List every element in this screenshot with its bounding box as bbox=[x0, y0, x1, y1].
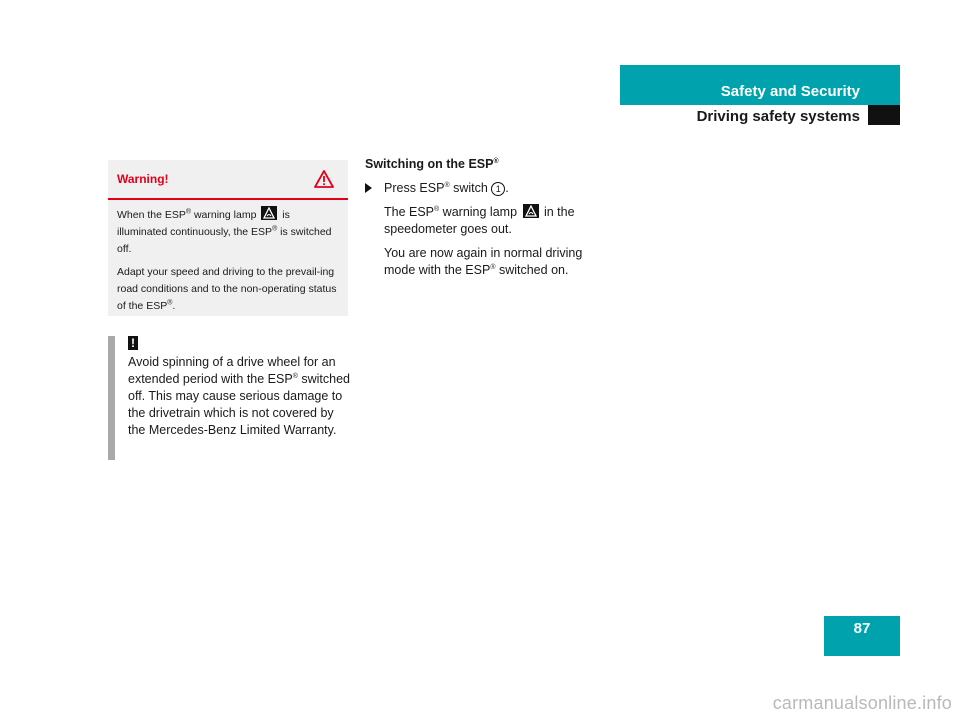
page-number-box bbox=[824, 616, 900, 656]
warning-text: Adapt your speed and driving to the prevail-ing road conditions and to the non-operating status of the ESP bbox=[117, 266, 337, 312]
step-result-1 bbox=[365, 204, 610, 238]
warning-text: When the ESP bbox=[117, 209, 186, 221]
step-bullet-icon bbox=[365, 183, 372, 193]
registered-mark: ® bbox=[444, 181, 450, 189]
result-text: in the speedometer goes out. bbox=[384, 205, 575, 236]
heading-text: Switching on the ESP bbox=[365, 157, 494, 171]
section-header-box bbox=[620, 65, 900, 105]
warning-text: warning lamp bbox=[191, 209, 260, 221]
esp-warning-lamp-icon bbox=[523, 204, 539, 218]
section-title: Safety and Security bbox=[720, 83, 860, 100]
result-text: The ESP bbox=[384, 205, 435, 219]
step-text: switch bbox=[449, 181, 492, 195]
result-text: warning lamp bbox=[439, 205, 521, 219]
warning-box bbox=[108, 160, 348, 316]
note-side-bar bbox=[108, 336, 115, 460]
esp-warning-lamp-icon bbox=[261, 206, 277, 220]
step-text: Press ESP bbox=[384, 181, 445, 195]
result-text: switched on. bbox=[495, 263, 569, 277]
registered-mark: ® bbox=[490, 263, 496, 271]
warning-body bbox=[108, 200, 348, 315]
page-number: 87 bbox=[853, 620, 871, 637]
warning-paragraph-1 bbox=[117, 206, 338, 258]
step-text: . bbox=[505, 181, 509, 195]
main-content bbox=[365, 156, 610, 286]
warning-triangle-icon bbox=[314, 170, 334, 188]
registered-mark: ® bbox=[493, 157, 499, 165]
note-text-part: switched off. This may cause serious damage to the drivetrain which is not covered by the Mercedes-Benz Limited Warranty. bbox=[128, 372, 350, 437]
callout-number: 1 bbox=[491, 182, 505, 196]
warning-paragraph-2 bbox=[117, 264, 338, 315]
warning-text: is illuminated continuously, the ESP bbox=[117, 209, 290, 238]
step-result-2 bbox=[365, 245, 610, 279]
registered-mark: ® bbox=[272, 225, 278, 233]
note-text-part: Avoid spinning of a drive wheel for an extended period with the ESP bbox=[128, 355, 336, 386]
registered-mark: ® bbox=[434, 205, 440, 213]
note-exclamation-icon: ! bbox=[128, 336, 138, 350]
warning-text: is switched off. bbox=[117, 226, 332, 255]
subsection-title: Driving safety systems bbox=[696, 108, 860, 125]
result-text: You are now again in normal driving mode with the ESP bbox=[384, 246, 583, 277]
watermark: carmanualsonline.info bbox=[772, 693, 952, 713]
registered-mark: ® bbox=[167, 299, 173, 307]
procedure-heading bbox=[365, 156, 610, 173]
section-tab-marker bbox=[868, 105, 900, 125]
registered-mark: ® bbox=[292, 372, 298, 380]
warning-text: . bbox=[172, 300, 176, 312]
warning-header bbox=[108, 160, 348, 200]
warning-title: Warning! bbox=[117, 172, 169, 186]
note-text bbox=[128, 354, 350, 439]
registered-mark: ® bbox=[185, 208, 192, 216]
procedure-step bbox=[365, 180, 610, 197]
